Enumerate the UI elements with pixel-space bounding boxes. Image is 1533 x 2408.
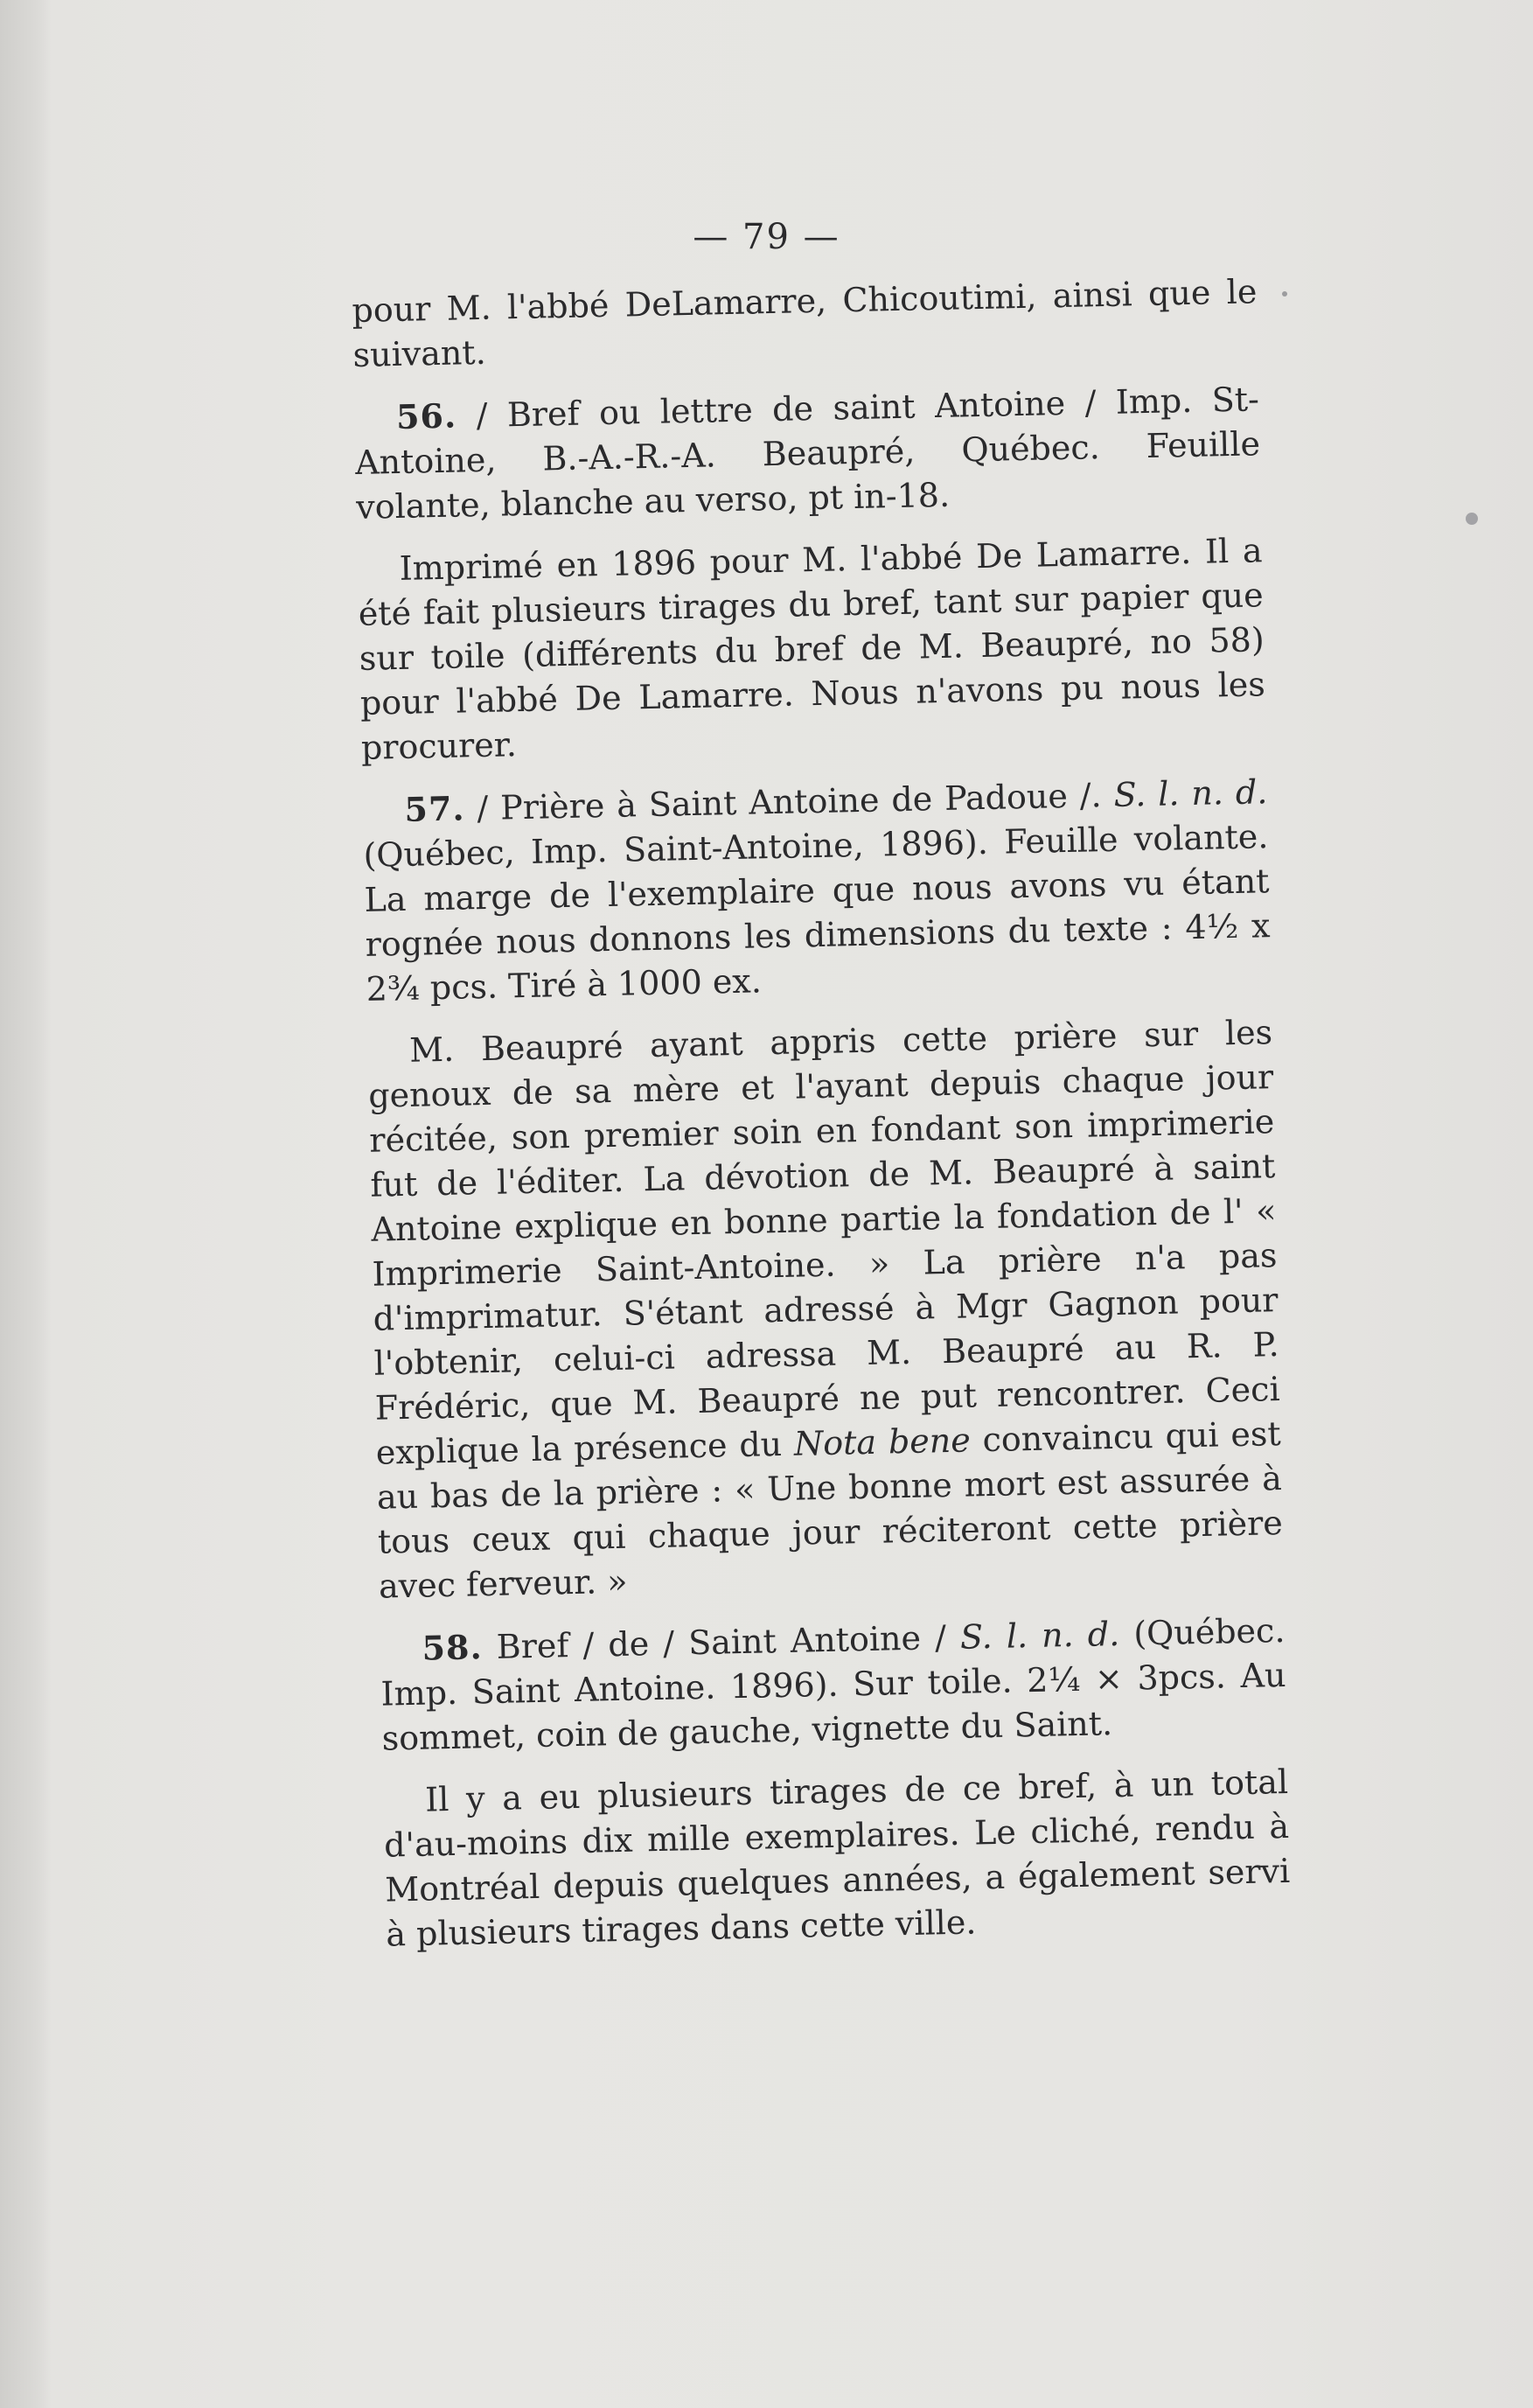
entry-58-text-b: (Québec. Imp. Saint Antoine. 1896). Sur toile. 2¼ × 3pcs. Au sommet, coin de gauche, vignette du Saint. <box>380 1610 1286 1758</box>
entry-58-note: Il y a eu plusieurs tirages de ce bref, à un total d'au-moins dix mille exemplaires. Le cliché, rendu à Montréal depuis quelques années, a également servi à plusieurs tirages dans cette ville. <box>383 1762 1291 1954</box>
entry-57-note-text-b: convaincu qui est au bas de la prière : « Une bonne mort est assurée à tous ceux qui chaque jour réciteront cette prière avec ferveur. » <box>376 1414 1284 1606</box>
entry-58-text-a: Bref / de / Saint Antoine / <box>482 1617 961 1667</box>
entry-56-note: Imprimé en 1896 pour M. l'abbé De Lamarre. Il a été fait plusieurs tirages du bref, tant sur papier que sur toile (différents du bref de M. Beaupré, no 58) pour l'abbé De Lamarre. Nous n'avons pu nous les procurer. <box>358 531 1266 767</box>
speck <box>1282 291 1287 297</box>
speck <box>1466 513 1478 525</box>
entry-56 <box>354 376 1262 530</box>
paragraph-continuation: pour M. l'abbé DeLamarre, Chicoutimi, ainsi que le suivant. <box>352 272 1258 374</box>
entry-number-57: 57. <box>404 788 466 829</box>
entry-56-text: / Bref ou lettre de saint Antoine / Imp. St-Antoine, B.-A.-R.-A. Beaupré, Québec. Feuille volante, blanche au verso, pt in-18. <box>354 380 1261 527</box>
entry-57-italic: S. l. n. d. <box>1113 772 1268 814</box>
entry-57 <box>362 769 1272 1012</box>
binding-gutter <box>0 0 51 2408</box>
entry-58-italic: S. l. n. d. <box>959 1614 1120 1657</box>
entry-57-note <box>367 1010 1285 1609</box>
entry-number-58: 58. <box>422 1627 484 1668</box>
entry-58 <box>380 1608 1287 1762</box>
entry-57-note-text-a: M. Beaupré ayant appris cette prière sur les genoux de sa mère et l'ayant depuis chaque jour récitée, son premier soin en fondant son imprimerie fut de l'éditer. La dévotion de M. Beaupré à saint Antoine explique en bonne partie la fondation de l' « Imprimerie Saint-Antoine. » La prière n'a pas d'imprimatur. S'étant adressé à Mgr Gagnon pour l'obtenir, celui-ci adressa M. Beaupré au R. P. Frédéric, que M. Beaupré ne put rencontrer. Ceci explique la présence du <box>367 1013 1281 1472</box>
entry-57-note-italic: Nota bene <box>793 1420 972 1463</box>
page-number: — 79 — <box>693 217 840 257</box>
text-body <box>352 269 1292 1974</box>
entry-57-text-b: (Québec, Imp. Saint-Antoine, 1896). Feuille volante. La marge de l'exemplaire que nous avons vu étant rognée nous donnons les dimensions du texte : 4½ x 2¾ pcs. Tiré à 1000 ex. <box>363 817 1271 1009</box>
entry-number-56: 56. <box>395 395 457 436</box>
entry-57-text-a: / Prière à Saint Antoine de Padoue /. <box>464 775 1115 828</box>
